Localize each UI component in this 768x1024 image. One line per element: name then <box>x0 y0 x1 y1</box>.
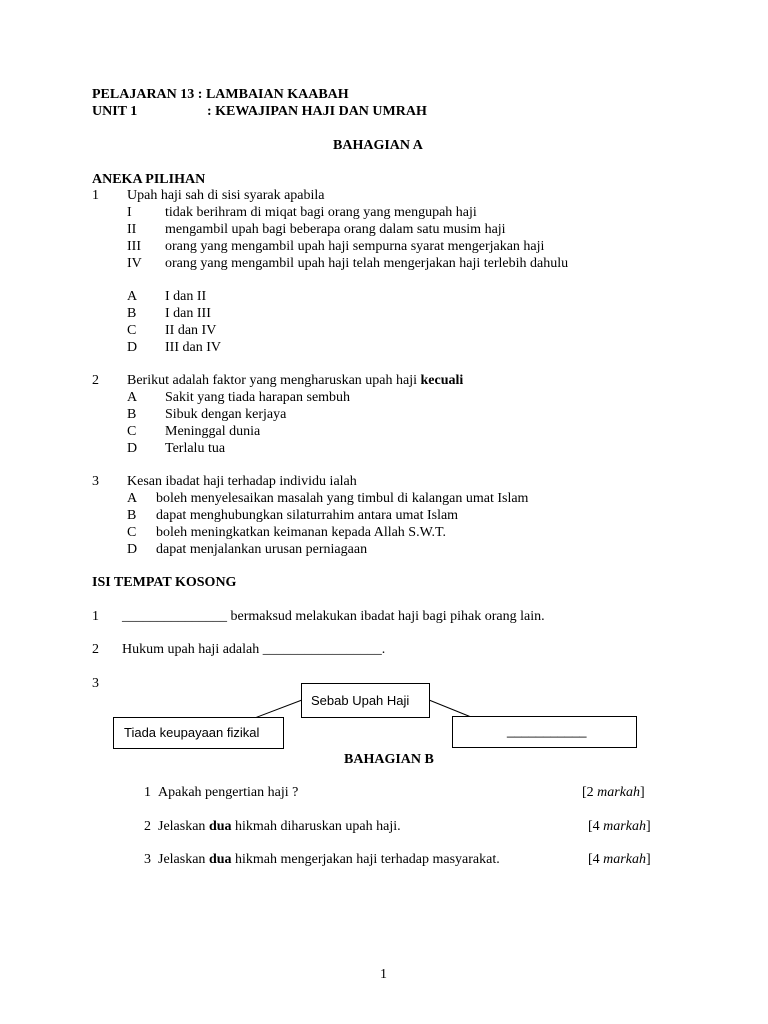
fill-1-text: _______________ bermaksud melakukan ibadat haji bagi pihak orang lain. <box>122 609 545 624</box>
q1-statement-roman: III <box>127 239 141 254</box>
diagram-left-label: Tiada keupayaan fizikal <box>124 725 260 740</box>
q2-option-letter: C <box>127 424 137 439</box>
fill-2-text: Hukum upah haji adalah _________________. <box>122 642 386 657</box>
b-question: 3 Jelaskan dua hikmah mengerjakan haji terhadap masyarakat. <box>144 852 500 867</box>
q1-option-text: II dan IV <box>165 323 217 338</box>
q1-number: 1 <box>92 188 99 203</box>
q1-option-letter: C <box>127 323 137 338</box>
q2-option-text: Terlalu tua <box>165 441 226 456</box>
q1-statement-text: orang yang mengambil upah haji telah mengerjakan haji terlebih dahulu <box>165 256 569 271</box>
diagram-center-box <box>301 683 430 718</box>
q2-option-letter: B <box>127 407 137 422</box>
q1-option-text: III dan IV <box>165 340 221 355</box>
b-marks: [4 markah] <box>588 852 651 867</box>
fill-3-number: 3 <box>92 676 99 691</box>
fill-heading: ISI TEMPAT KOSONG <box>92 575 237 590</box>
q2-option-letter: D <box>127 441 138 456</box>
q1-statement-text: mengambil upah bagi beberapa orang dalam satu musim haji <box>165 222 506 237</box>
q3-number: 3 <box>92 474 99 489</box>
b-marks: [2 markah] <box>582 785 645 800</box>
unit-label: UNIT 1 <box>92 104 138 119</box>
q3-option-letter: D <box>127 542 138 557</box>
b-marks: [4 markah] <box>588 819 651 834</box>
q1-text: Upah haji sah di sisi syarak apabila <box>127 188 325 203</box>
q1-option-letter: D <box>127 340 138 355</box>
q2-option-text: Sakit yang tiada harapan sembuh <box>165 390 351 405</box>
mcq-heading: ANEKA PILIHAN <box>92 172 206 187</box>
q2-text-emphasis: kecuali <box>420 373 464 388</box>
b-question: 1 Apakah pengertian haji ? <box>144 785 299 800</box>
fill-1-number: 1 <box>92 609 99 624</box>
lesson-title: PELAJARAN 13 : LAMBAIAN KAABAH <box>92 87 349 102</box>
q3-option-text: boleh menyelesaikan masalah yang timbul di kalangan umat Islam <box>156 491 529 506</box>
q1-statement-roman: I <box>127 205 132 220</box>
q2-text: Berikut adalah faktor yang mengharuskan upah haji kecuali <box>127 373 464 388</box>
q3-option-text: dapat menghubungkan silaturrahim antara umat Islam <box>156 508 459 523</box>
q1-option-letter: A <box>127 289 138 304</box>
q2-option-letter: A <box>127 390 138 405</box>
fill-1-blank[interactable]: _______________ <box>122 609 227 624</box>
q3-option-letter: A <box>127 491 138 506</box>
q2-option-text: Sibuk dengan kerjaya <box>165 407 287 422</box>
b-question: 2 Jelaskan dua hikmah diharuskan upah haji. <box>144 819 401 834</box>
q1-statement-text: tidak berihram di miqat bagi orang yang mengupah haji <box>165 205 477 220</box>
q1-option-letter: B <box>127 306 137 321</box>
page-number: 1 <box>380 967 387 982</box>
q1-statement-roman: IV <box>127 256 142 271</box>
diagram-left-box <box>113 717 284 749</box>
q2-option-text: Meninggal dunia <box>165 424 261 439</box>
diagram-right-blank[interactable]: ___________ <box>507 723 587 738</box>
q3-option-letter: C <box>127 525 137 540</box>
diagram-right-box[interactable] <box>452 716 637 748</box>
diagram-center-label: Sebab Upah Haji <box>311 693 410 708</box>
q3-text: Kesan ibadat haji terhadap individu ialah <box>127 474 357 489</box>
q3-option-text: dapat menjalankan urusan perniagaan <box>156 542 368 557</box>
q1-option-text: I dan III <box>165 306 211 321</box>
q1-statement-text: orang yang mengambil upah haji sempurna syarat mengerjakan haji <box>165 239 545 254</box>
q1-statement-roman: II <box>127 222 137 237</box>
fill-2-number: 2 <box>92 642 99 657</box>
section-a-title: BAHAGIAN A <box>333 138 423 153</box>
q3-option-text: boleh meningkatkan keimanan kepada Allah S.W.T. <box>156 525 447 540</box>
q2-number: 2 <box>92 373 99 388</box>
q3-option-letter: B <box>127 508 137 523</box>
fill-2-blank[interactable]: _________________. <box>262 642 386 657</box>
q1-option-text: I dan II <box>165 289 207 304</box>
section-b-title: BAHAGIAN B <box>344 752 434 767</box>
unit-title: : KEWAJIPAN HAJI DAN UMRAH <box>207 104 427 119</box>
